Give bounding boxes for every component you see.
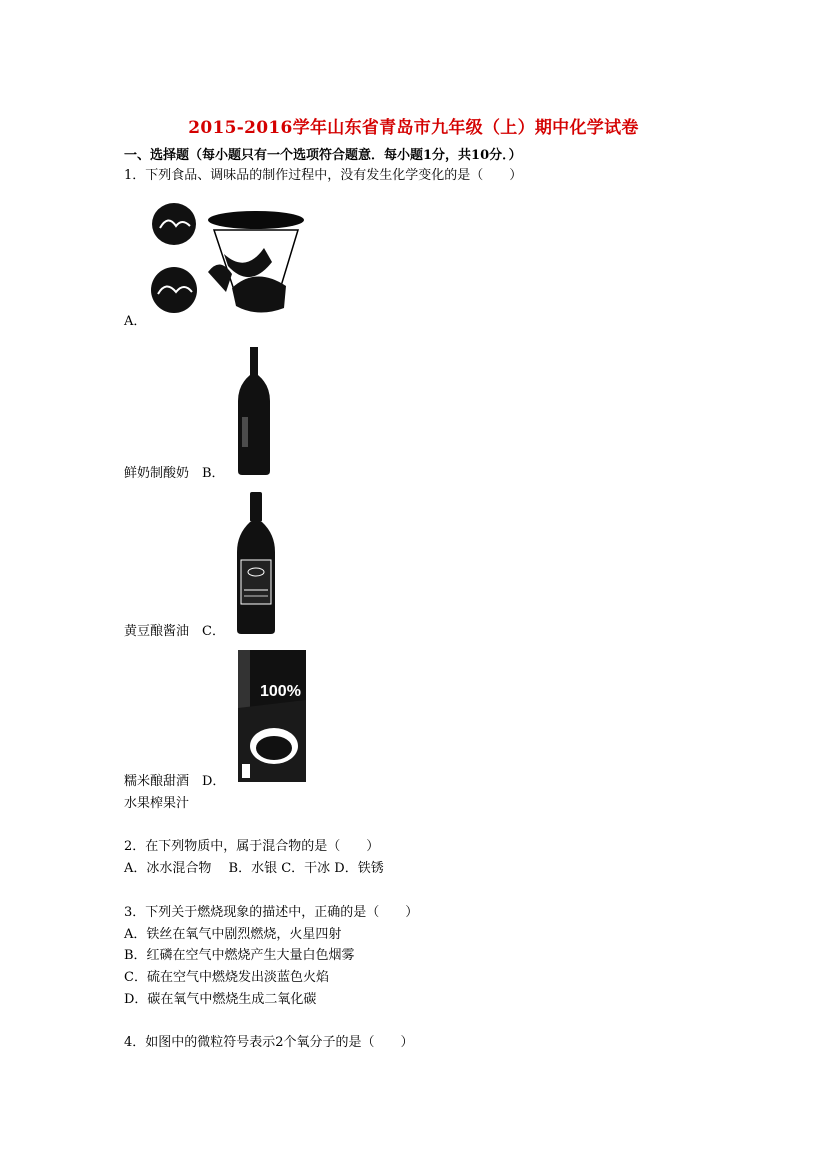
question-1-stem: 1．下列食品、调味品的制作过程中，没有发生化学变化的是（ ） bbox=[124, 168, 523, 183]
yogurt-milk-image bbox=[146, 196, 306, 322]
soy-sauce-bottle-image bbox=[234, 345, 274, 477]
section-heading: 一、选择题（每小题只有一个选项符合题意．每小题1分，共10分．） bbox=[124, 148, 522, 163]
question-3-option-c: C．硫在空气中燃烧发出淡蓝色火焰 bbox=[124, 970, 329, 985]
question-3-stem: 3．下列关于燃烧现象的描述中，正确的是（ ） bbox=[124, 905, 419, 920]
exam-title: 2015-2016学年山东省青岛市九年级（上）期中化学试卷 bbox=[188, 118, 639, 138]
rice-wine-bottle-image bbox=[233, 490, 279, 636]
juice-box-label: 100% bbox=[260, 683, 301, 700]
q1-option-c-row: 黄豆酿酱油 C． bbox=[124, 624, 225, 639]
question-3-option-b: B．红磷在空气中燃烧产生大量白色烟雾 bbox=[124, 948, 355, 963]
q1-option-b-row: 鲜奶制酸奶 B． bbox=[124, 466, 225, 481]
q1-option-a-label: A． bbox=[124, 314, 147, 329]
question-3-option-d: D．碳在氧气中燃烧生成二氧化碳 bbox=[124, 992, 317, 1007]
question-3-option-a: A．铁丝在氧气中剧烈燃烧，火星四射 bbox=[124, 927, 342, 942]
question-2-options: A．冰水混合物 B．水银 C．干冰 D．铁锈 bbox=[124, 861, 384, 876]
question-4-stem: 4．如图中的微粒符号表示2个氧分子的是（ ） bbox=[124, 1035, 414, 1050]
juice-box-image bbox=[234, 648, 310, 784]
q1-option-d-text: 水果榨果汁 bbox=[124, 796, 190, 811]
q1-option-d-row: 糯米酿甜酒 D． bbox=[124, 774, 226, 789]
question-2-stem: 2．在下列物质中，属于混合物的是（ ） bbox=[124, 839, 380, 854]
